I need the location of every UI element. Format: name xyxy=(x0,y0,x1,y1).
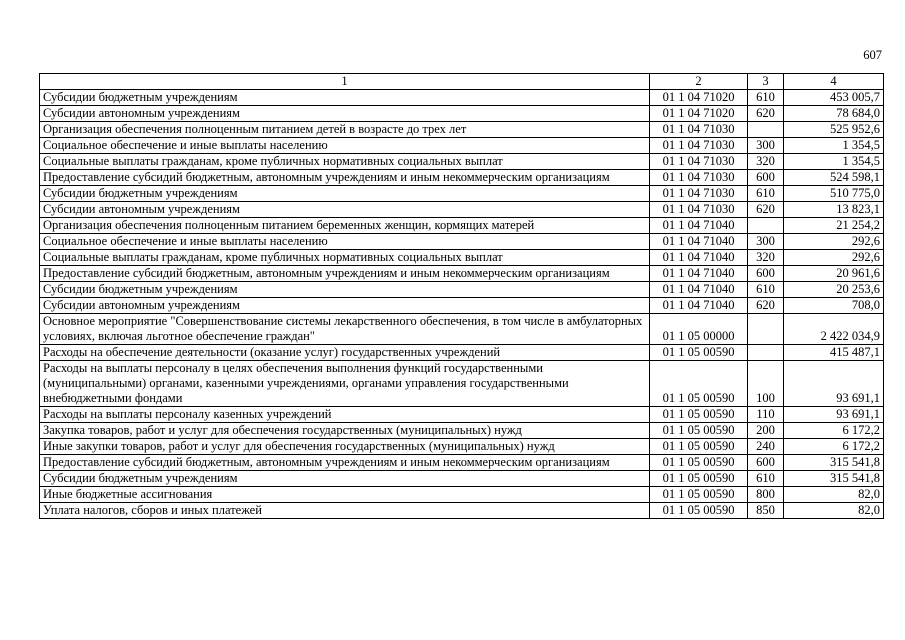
table-row xyxy=(40,250,884,266)
row-name-cell: Расходы на обеспечение деятельности (оказание услуг) государственных учреждений xyxy=(40,345,650,361)
row-expense-type-cell xyxy=(748,218,784,234)
row-code-cell: 01 1 05 00590 xyxy=(650,407,748,423)
row-code-cell: 01 1 04 71040 xyxy=(650,298,748,314)
table-row xyxy=(40,154,884,170)
row-expense-type-cell: 320 xyxy=(748,154,784,170)
row-name-cell: Субсидии автономным учреждениям xyxy=(40,202,650,218)
table-row xyxy=(40,234,884,250)
row-amount-cell: 6 172,2 xyxy=(784,439,884,455)
row-expense-type-cell: 800 xyxy=(748,487,784,503)
table-row xyxy=(40,455,884,471)
row-expense-type-cell: 600 xyxy=(748,170,784,186)
row-amount-cell: 453 005,7 xyxy=(784,90,884,106)
row-expense-type-cell: 300 xyxy=(748,234,784,250)
row-amount-cell: 93 691,1 xyxy=(784,407,884,423)
header-col-4: 4 xyxy=(784,74,884,90)
table-row xyxy=(40,298,884,314)
row-code-cell: 01 1 04 71040 xyxy=(650,266,748,282)
page-number: 607 xyxy=(863,48,882,62)
table-header-row xyxy=(40,74,884,90)
row-amount-cell: 2 422 034,9 xyxy=(784,314,884,345)
table-row xyxy=(40,202,884,218)
row-code-cell: 01 1 04 71020 xyxy=(650,90,748,106)
row-expense-type-cell xyxy=(748,122,784,138)
row-expense-type-cell: 600 xyxy=(748,266,784,282)
table-row xyxy=(40,106,884,122)
row-amount-cell: 292,6 xyxy=(784,250,884,266)
row-name-cell: Закупка товаров, работ и услуг для обеспечения государственных (муниципальных) нужд xyxy=(40,423,650,439)
table-row xyxy=(40,471,884,487)
row-name-cell: Субсидии автономным учреждениям xyxy=(40,106,650,122)
row-expense-type-cell: 240 xyxy=(748,439,784,455)
row-amount-cell: 315 541,8 xyxy=(784,471,884,487)
row-expense-type-cell: 620 xyxy=(748,106,784,122)
row-code-cell: 01 1 05 00590 xyxy=(650,345,748,361)
table-row xyxy=(40,503,884,519)
row-expense-type-cell: 320 xyxy=(748,250,784,266)
row-name-cell: Субсидии бюджетным учреждениям xyxy=(40,186,650,202)
row-expense-type-cell: 620 xyxy=(748,298,784,314)
row-code-cell: 01 1 04 71030 xyxy=(650,186,748,202)
row-amount-cell: 21 254,2 xyxy=(784,218,884,234)
row-expense-type-cell: 610 xyxy=(748,282,784,298)
row-amount-cell: 6 172,2 xyxy=(784,423,884,439)
table-row xyxy=(40,345,884,361)
row-code-cell: 01 1 05 00590 xyxy=(650,439,748,455)
budget-table xyxy=(39,73,884,519)
row-amount-cell: 525 952,6 xyxy=(784,122,884,138)
row-name-cell: Расходы на выплаты персоналу казенных учреждений xyxy=(40,407,650,423)
row-code-cell: 01 1 04 71020 xyxy=(650,106,748,122)
row-name-cell: Предоставление субсидий бюджетным, автономным учреждениям и иным некоммерческим организациям xyxy=(40,170,650,186)
row-code-cell: 01 1 04 71030 xyxy=(650,122,748,138)
row-name-cell: Социальные выплаты гражданам, кроме публичных нормативных социальных выплат xyxy=(40,154,650,170)
table-row xyxy=(40,186,884,202)
table-row xyxy=(40,314,884,345)
row-amount-cell: 1 354,5 xyxy=(784,154,884,170)
row-name-cell: Основное мероприятие "Совершенствование системы лекарственного обеспечения, в том числе в амбулаторных условиях, включая льготное обеспечение граждан" xyxy=(40,314,650,345)
row-code-cell: 01 1 04 71030 xyxy=(650,170,748,186)
table-row xyxy=(40,439,884,455)
row-code-cell: 01 1 05 00000 xyxy=(650,314,748,345)
row-amount-cell: 292,6 xyxy=(784,234,884,250)
row-code-cell: 01 1 04 71040 xyxy=(650,282,748,298)
row-expense-type-cell: 610 xyxy=(748,186,784,202)
row-code-cell: 01 1 04 71030 xyxy=(650,202,748,218)
row-amount-cell: 1 354,5 xyxy=(784,138,884,154)
row-name-cell: Расходы на выплаты персоналу в целях обеспечения выполнения функций государственными (муниципальными) органами, казенными учреждениями, органами управления государственными внебюджетными фондами xyxy=(40,361,650,407)
row-name-cell: Организация обеспечения полноценным питанием детей в возрасте до трех лет xyxy=(40,122,650,138)
row-code-cell: 01 1 05 00590 xyxy=(650,423,748,439)
row-code-cell: 01 1 05 00590 xyxy=(650,487,748,503)
row-name-cell: Субсидии автономным учреждениям xyxy=(40,298,650,314)
table-row xyxy=(40,407,884,423)
row-expense-type-cell: 850 xyxy=(748,503,784,519)
row-code-cell: 01 1 04 71030 xyxy=(650,138,748,154)
row-expense-type-cell: 200 xyxy=(748,423,784,439)
row-name-cell: Субсидии бюджетным учреждениям xyxy=(40,282,650,298)
row-name-cell: Уплата налогов, сборов и иных платежей xyxy=(40,503,650,519)
row-code-cell: 01 1 04 71040 xyxy=(650,250,748,266)
header-col-1: 1 xyxy=(40,74,650,90)
row-amount-cell: 13 823,1 xyxy=(784,202,884,218)
row-name-cell: Субсидии бюджетным учреждениям xyxy=(40,471,650,487)
row-name-cell: Социальные выплаты гражданам, кроме публичных нормативных социальных выплат xyxy=(40,250,650,266)
row-amount-cell: 78 684,0 xyxy=(784,106,884,122)
table-row xyxy=(40,487,884,503)
row-name-cell: Предоставление субсидий бюджетным, автономным учреждениям и иным некоммерческим организациям xyxy=(40,455,650,471)
table-row xyxy=(40,266,884,282)
table-row xyxy=(40,423,884,439)
row-code-cell: 01 1 05 00590 xyxy=(650,361,748,407)
row-amount-cell: 415 487,1 xyxy=(784,345,884,361)
row-name-cell: Предоставление субсидий бюджетным, автономным учреждениям и иным некоммерческим организациям xyxy=(40,266,650,282)
row-name-cell: Иные бюджетные ассигнования xyxy=(40,487,650,503)
table-row xyxy=(40,122,884,138)
header-col-3: 3 xyxy=(748,74,784,90)
row-expense-type-cell: 610 xyxy=(748,471,784,487)
row-expense-type-cell xyxy=(748,345,784,361)
row-name-cell: Организация обеспечения полноценным питанием беременных женщин, кормящих матерей xyxy=(40,218,650,234)
row-expense-type-cell: 110 xyxy=(748,407,784,423)
row-expense-type-cell xyxy=(748,314,784,345)
row-name-cell: Социальное обеспечение и иные выплаты населению xyxy=(40,138,650,154)
row-name-cell: Социальное обеспечение и иные выплаты населению xyxy=(40,234,650,250)
table-row xyxy=(40,138,884,154)
row-code-cell: 01 1 04 71030 xyxy=(650,154,748,170)
header-col-2: 2 xyxy=(650,74,748,90)
row-amount-cell: 93 691,1 xyxy=(784,361,884,407)
row-code-cell: 01 1 04 71040 xyxy=(650,218,748,234)
row-expense-type-cell: 300 xyxy=(748,138,784,154)
table-row xyxy=(40,361,884,407)
row-amount-cell: 82,0 xyxy=(784,503,884,519)
row-expense-type-cell: 600 xyxy=(748,455,784,471)
table-row xyxy=(40,90,884,106)
row-amount-cell: 82,0 xyxy=(784,487,884,503)
table-body xyxy=(40,90,884,519)
row-amount-cell: 315 541,8 xyxy=(784,455,884,471)
table-row xyxy=(40,170,884,186)
table-row xyxy=(40,218,884,234)
row-code-cell: 01 1 05 00590 xyxy=(650,455,748,471)
row-code-cell: 01 1 05 00590 xyxy=(650,503,748,519)
table-row xyxy=(40,282,884,298)
row-name-cell: Субсидии бюджетным учреждениям xyxy=(40,90,650,106)
row-amount-cell: 20 253,6 xyxy=(784,282,884,298)
row-expense-type-cell: 610 xyxy=(748,90,784,106)
row-code-cell: 01 1 05 00590 xyxy=(650,471,748,487)
row-code-cell: 01 1 04 71040 xyxy=(650,234,748,250)
row-amount-cell: 20 961,6 xyxy=(784,266,884,282)
row-amount-cell: 524 598,1 xyxy=(784,170,884,186)
row-amount-cell: 510 775,0 xyxy=(784,186,884,202)
row-name-cell: Иные закупки товаров, работ и услуг для обеспечения государственных (муниципальных) нужд xyxy=(40,439,650,455)
row-amount-cell: 708,0 xyxy=(784,298,884,314)
row-expense-type-cell: 100 xyxy=(748,361,784,407)
row-expense-type-cell: 620 xyxy=(748,202,784,218)
